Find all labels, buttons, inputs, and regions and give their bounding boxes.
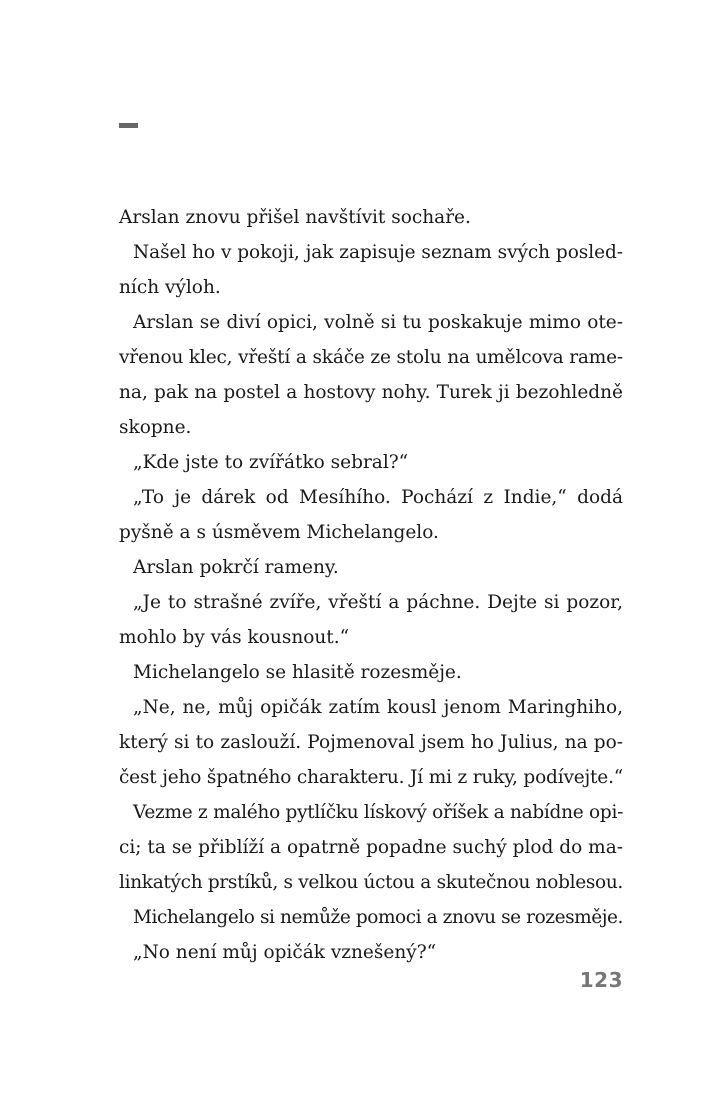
text-line: „Kde jste to zvířátko sebral?“ xyxy=(133,452,409,473)
text-line: mohlo by vás kousnout.“ xyxy=(119,627,350,648)
text-line: Vezme z malého pytlíčku lískový oříšek a nabídne opi- xyxy=(133,802,624,823)
text-line: Našel ho v pokoji, jak zapisuje seznam svých posled- xyxy=(133,242,623,263)
text-line: „Ne, ne, můj opičák zatím kousl jenom Maringhiho, xyxy=(133,697,623,718)
section-break-mark xyxy=(119,123,138,128)
text-line: linkatých prstíků, s velkou úctou a skutečnou noblesou. xyxy=(119,872,623,893)
body-text xyxy=(119,200,623,970)
text-line: Arslan se diví opici, volně si tu poskakuje mimo ote- xyxy=(133,312,623,333)
text-line: na, pak na postel a hostovy nohy. Turek ji bezohledně xyxy=(119,382,623,403)
text-line: Michelangelo si nemůže pomoci a znovu se rozesměje. xyxy=(133,907,623,928)
text-line: pyšně a s úsměvem Michelangelo. xyxy=(119,522,439,543)
text-line: ci; ta se přiblíží a opatrně popadne suchý plod do ma- xyxy=(119,837,623,858)
text-line: čest jeho špatného charakteru. Jí mi z ruky, podívejte.“ xyxy=(119,767,624,788)
text-line: „Je to strašné zvíře, vřeští a páchne. Dejte si pozor, xyxy=(133,592,623,613)
text-line: Arslan pokrčí rameny. xyxy=(133,557,339,578)
page-number: 123 xyxy=(579,968,623,992)
text-line: „To je dárek od Mesíhího. Pochází z Indie,“ dodá xyxy=(133,487,623,508)
text-line: „No není můj opičák vznešený?“ xyxy=(133,942,437,963)
text-line: Arslan znovu přišel navštívit sochaře. xyxy=(119,207,471,228)
text-line: Michelangelo se hlasitě rozesměje. xyxy=(133,662,462,683)
text-line: vřenou klec, vřeští a skáče ze stolu na umělcova rame- xyxy=(119,347,623,368)
text-line: skopne. xyxy=(119,417,192,438)
text-line: který si to zaslouží. Pojmenoval jsem ho Julius, na po- xyxy=(119,732,623,753)
text-line: ních výloh. xyxy=(119,277,221,298)
